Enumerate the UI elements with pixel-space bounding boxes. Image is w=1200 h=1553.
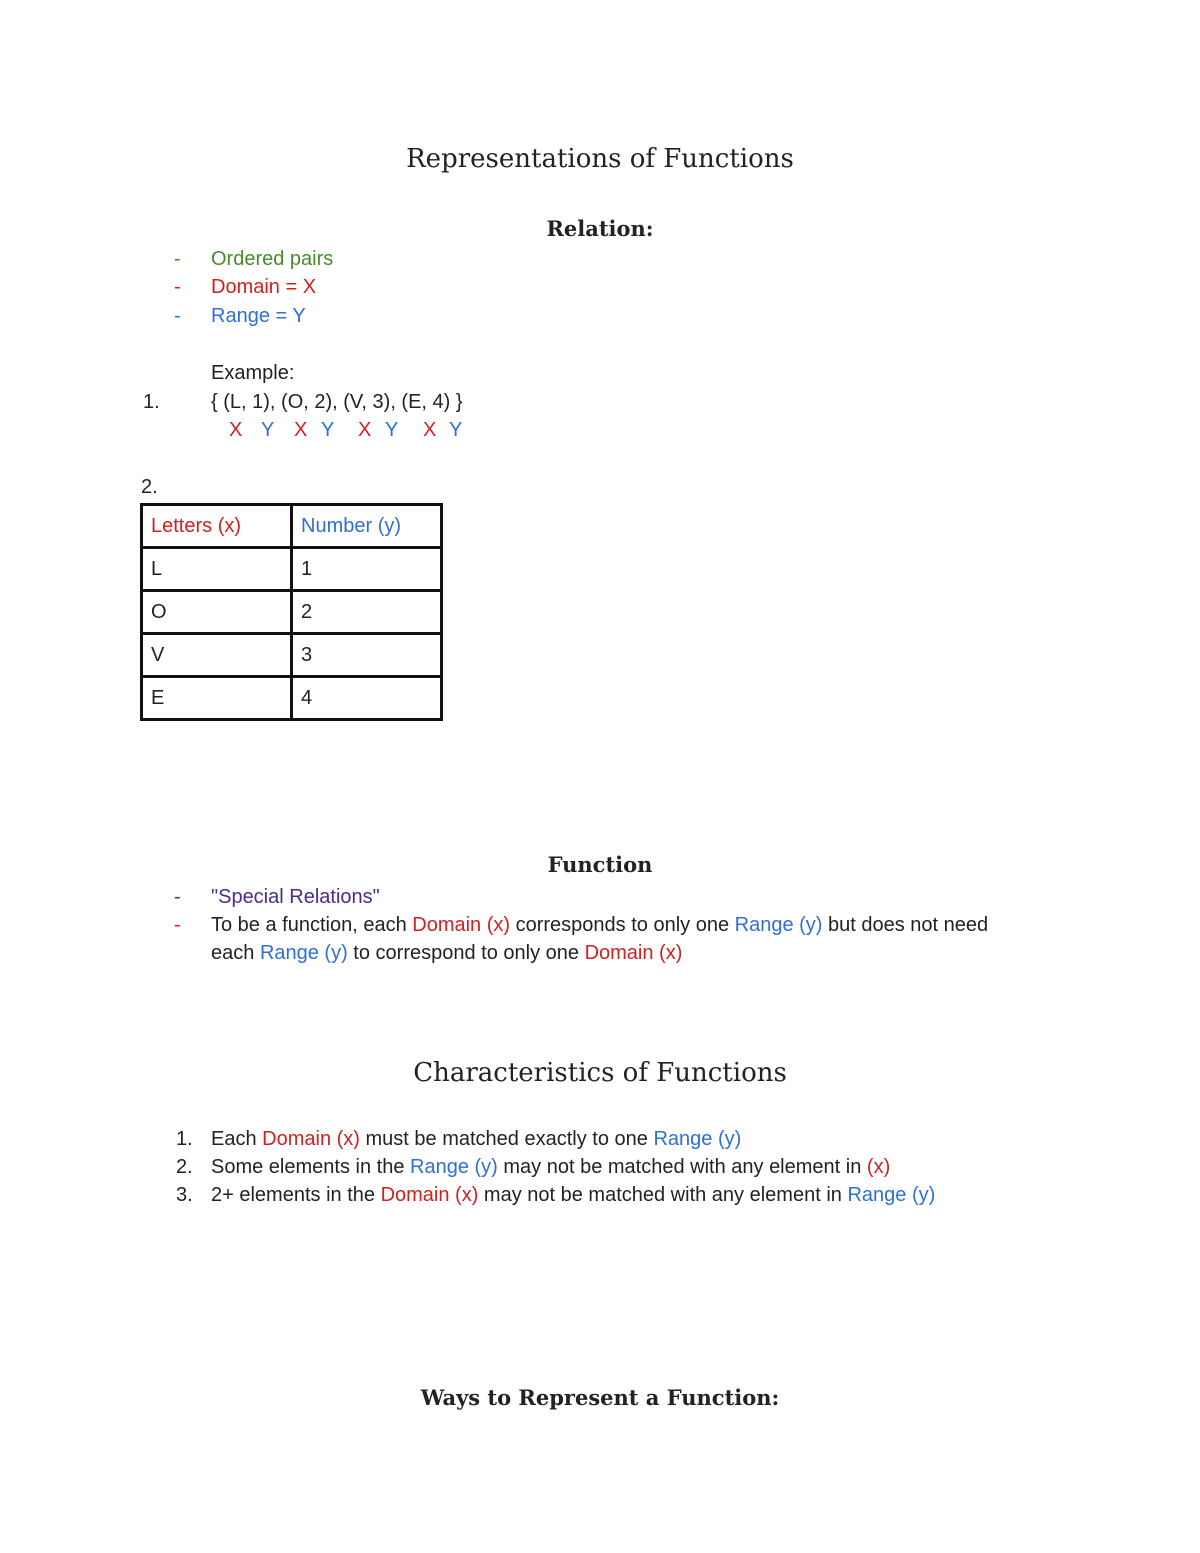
list-number: 3. xyxy=(176,1184,193,1206)
bullet-dash: - xyxy=(174,886,181,908)
domain-term: Domain (x) xyxy=(262,1128,360,1150)
text-span: may not be matched with any element in xyxy=(478,1184,848,1206)
bullet-domain: Domain = X xyxy=(211,276,317,298)
table-header-row xyxy=(142,505,442,548)
list-number: 2. xyxy=(176,1156,193,1178)
page-title: Representations of Functions xyxy=(406,144,794,174)
x-label: X xyxy=(229,419,243,441)
text-span: Each xyxy=(211,1128,263,1150)
example-1-set: { (L, 1), (O, 2), (V, 3), (E, 4) } xyxy=(211,391,463,413)
domain-term: Domain (x) xyxy=(412,914,511,936)
bullet-dash: - xyxy=(174,914,181,936)
table-row xyxy=(142,548,442,591)
y-label: Y xyxy=(449,419,463,441)
text-span: may not be matched with any element in xyxy=(497,1156,867,1178)
function-heading: Function xyxy=(547,852,653,877)
x-label: X xyxy=(294,419,308,441)
ways-heading: Ways to Represent a Function: xyxy=(420,1385,780,1410)
bullet-range: Range = Y xyxy=(211,305,306,327)
domain-term: (x) xyxy=(866,1156,891,1178)
example-1-number: 1. xyxy=(143,391,160,413)
example-label: Example: xyxy=(211,362,295,384)
list-item xyxy=(211,1184,935,1207)
table-cell: 1 xyxy=(292,548,442,591)
bullet-ordered-pairs: Ordered pairs xyxy=(211,248,334,270)
y-label: Y xyxy=(321,419,335,441)
range-term: Range (y) xyxy=(734,914,823,936)
table-cell: L xyxy=(142,548,292,591)
text-span: each xyxy=(211,942,260,964)
range-term: Range (y) xyxy=(653,1128,742,1150)
text-span: but does not need xyxy=(822,914,989,936)
table-cell: O xyxy=(142,591,292,634)
range-term: Range (y) xyxy=(259,942,348,964)
text-span: corresponds to only one xyxy=(510,914,735,936)
range-term: Range (y) xyxy=(847,1184,936,1206)
relation-heading: Relation: xyxy=(546,216,654,241)
table-row xyxy=(142,677,442,720)
table-cell: 4 xyxy=(292,677,442,720)
list-item xyxy=(211,1156,890,1179)
header-number: Number (y) xyxy=(292,505,442,548)
function-bullet-special: "Special Relations" xyxy=(211,886,380,908)
x-label: X xyxy=(358,419,372,441)
header-letters: Letters (x) xyxy=(142,505,292,548)
example-2-number: 2. xyxy=(141,476,158,498)
text-span: must be matched exactly to one xyxy=(359,1128,654,1150)
y-label: Y xyxy=(385,419,399,441)
relation-table xyxy=(140,503,443,721)
table-cell: V xyxy=(142,634,292,677)
bullet-dash: - xyxy=(174,276,181,298)
list-number: 1. xyxy=(176,1128,193,1150)
table-cell: E xyxy=(142,677,292,720)
domain-term: Domain (x) xyxy=(380,1184,479,1206)
text-span: To be a function, each xyxy=(211,914,413,936)
table-cell: 2 xyxy=(292,591,442,634)
function-bullet-definition-line2 xyxy=(211,942,682,965)
characteristics-heading: Characteristics of Functions xyxy=(413,1058,787,1088)
text-span: Some elements in the xyxy=(211,1156,410,1178)
x-label: X xyxy=(423,419,437,441)
y-label: Y xyxy=(261,419,275,441)
text-span: 2+ elements in the xyxy=(211,1184,381,1206)
bullet-dash: - xyxy=(174,248,181,270)
domain-term: Domain (x) xyxy=(584,942,683,964)
table-cell: 3 xyxy=(292,634,442,677)
bullet-dash: - xyxy=(174,305,181,327)
list-item xyxy=(211,1128,741,1151)
text-span: to correspond to only one xyxy=(347,942,585,964)
table-row xyxy=(142,634,442,677)
table-row xyxy=(142,591,442,634)
range-term: Range (y) xyxy=(410,1156,498,1178)
function-bullet-definition-line1 xyxy=(211,914,988,937)
